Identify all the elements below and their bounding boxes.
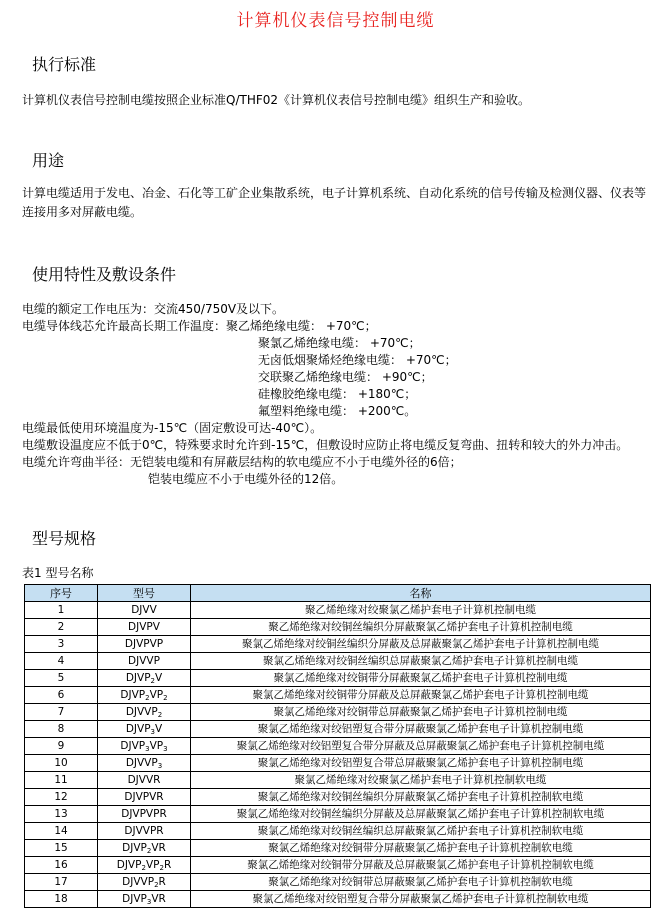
table-row [25, 670, 651, 687]
cell-model: $DJVP_2VP_2$ [98, 687, 191, 704]
cell-name: 聚氯乙烯绝缘对绞铝塑复合带总屏蔽聚氯乙烯护套电子计算机控制电缆 [191, 755, 651, 772]
table-row [25, 602, 651, 619]
cell-no: 16 [25, 857, 98, 874]
voltage-line: 电缆的额定工作电压为：交流450/750V及以下。 [22, 302, 285, 316]
cell-no: 6 [25, 687, 98, 704]
cell-name: 聚氯乙烯绝缘对绞铝塑复合带分屏蔽及总屏蔽聚氯乙烯护套电子计算机控制电缆 [191, 738, 651, 755]
temp-line-pvc: 聚氯乙烯绝缘电缆： +70℃； [258, 336, 421, 350]
bend-radius-line: 电缆允许弯曲半径：无铠装电缆和有屏蔽层结构的软电缆应不小于电缆外径的6倍； [22, 455, 462, 469]
cell-no: 9 [25, 738, 98, 755]
cell-no: 3 [25, 636, 98, 653]
page-title: 计算机仪表信号控制电缆 [236, 11, 435, 31]
cell-no: 7 [25, 704, 98, 721]
cell-model: DJVVPR [98, 823, 191, 840]
col-header-no: 序号 [25, 585, 98, 602]
section-heading-usage: 用途 [32, 151, 65, 170]
table-row [25, 721, 651, 738]
cell-name: 聚氯乙烯绝缘对绞铝塑复合带分屏蔽聚氯乙烯护套电子计算机控制软电缆 [191, 891, 651, 908]
table-row [25, 891, 651, 908]
section-heading-models: 型号规格 [32, 529, 97, 548]
cell-model: $DJVVP_2$ [98, 704, 191, 721]
table-row [25, 636, 651, 653]
model-table [24, 584, 651, 908]
table-row [25, 789, 651, 806]
table-row [25, 840, 651, 857]
table-row [25, 704, 651, 721]
cell-no: 12 [25, 789, 98, 806]
cell-name: 聚氯乙烯绝缘对绞铜带总屏蔽聚氯乙烯护套电子计算机控制软电缆 [191, 874, 651, 891]
cell-model: $DJVP_3VP_3$ [98, 738, 191, 755]
table-row [25, 806, 651, 823]
cell-no: 10 [25, 755, 98, 772]
temp-line-xlpe: 交联聚乙烯绝缘电缆： +90℃； [258, 370, 433, 384]
section-heading-conditions: 使用特性及敷设条件 [32, 265, 177, 284]
temp-line-lszh: 无卤低烟聚烯烃绝缘电缆： +70℃； [258, 353, 457, 367]
cell-model: $DJVP_2V$ [98, 670, 191, 687]
cell-model: $DJVP_3V$ [98, 721, 191, 738]
table-row [25, 687, 651, 704]
cell-no: 1 [25, 602, 98, 619]
env-temp-line: 电缆最低使用环境温度为-15℃（固定敷设可达-40℃）。 [22, 421, 323, 435]
table-row [25, 857, 651, 874]
cell-no: 18 [25, 891, 98, 908]
cell-model: $DJVP_2VP_2R$ [98, 857, 191, 874]
table-body [25, 602, 651, 908]
cell-model: DJVPV [98, 619, 191, 636]
cell-model: DJVVP [98, 653, 191, 670]
cell-name: 聚氯乙烯绝缘对绞铜丝编织分屏蔽及总屏蔽聚氯乙烯护套电子计算机控制软电缆 [191, 806, 651, 823]
max-temp-line: 电缆导体线芯允许最高长期工作温度：聚乙烯绝缘电缆： +70℃； [22, 319, 377, 333]
cell-name: 聚氯乙烯绝缘对绞铜带总屏蔽聚氯乙烯护套电子计算机控制电缆 [191, 704, 651, 721]
cell-name: 聚氯乙烯绝缘对绞铜带分屏蔽聚氯乙烯护套电子计算机控制电缆 [191, 670, 651, 687]
table-row [25, 619, 651, 636]
cell-name: 聚乙烯绝缘对绞铜丝编织分屏蔽聚氯乙烯护套电子计算机控制电缆 [191, 619, 651, 636]
cell-name: 聚乙烯绝缘对绞聚氯乙烯护套电子计算机控制电缆 [191, 602, 651, 619]
table-row [25, 823, 651, 840]
cell-no: 14 [25, 823, 98, 840]
cell-model: $DJVVP_2R$ [98, 874, 191, 891]
col-header-name: 名称 [191, 585, 651, 602]
cell-name: 聚氯乙烯绝缘对绞铜带分屏蔽及总屏蔽聚氯乙烯护套电子计算机控制软电缆 [191, 857, 651, 874]
cell-name: 聚氯乙烯绝缘对绞铜丝编织总屏蔽聚氯乙烯护套电子计算机控制软电缆 [191, 823, 651, 840]
cell-model: DJVVR [98, 772, 191, 789]
table-row [25, 772, 651, 789]
cell-no: 15 [25, 840, 98, 857]
cell-model: $DJVP_3VR$ [98, 891, 191, 908]
table-row [25, 653, 651, 670]
table-row [25, 755, 651, 772]
cell-model: DJVPVR [98, 789, 191, 806]
cell-model: DJVV [98, 602, 191, 619]
usage-text: 计算电缆适用于发电、冶金、石化等工矿企业集散系统，电子计算机系统、自动化系统的信号传输及检测仪器、仪表等连接用多对屏蔽电缆。 [22, 186, 647, 219]
cell-model: $DJVVP_3$ [98, 755, 191, 772]
table-row [25, 874, 651, 891]
table-row [25, 738, 651, 755]
cell-no: 17 [25, 874, 98, 891]
cell-name: 聚氯乙烯绝缘对绞铜丝编织总屏蔽聚氯乙烯护套电子计算机控制电缆 [191, 653, 651, 670]
cell-no: 5 [25, 670, 98, 687]
table-header-row [25, 585, 651, 602]
cell-no: 8 [25, 721, 98, 738]
conditions-block [22, 301, 652, 488]
cell-name: 聚氯乙烯绝缘对绞铜丝编织分屏蔽及总屏蔽聚氯乙烯护套电子计算机控制电缆 [191, 636, 651, 653]
cell-name: 聚氯乙烯绝缘对绞铜丝编织分屏蔽聚氯乙烯护套电子计算机控制软电缆 [191, 789, 651, 806]
col-header-model: 型号 [98, 585, 191, 602]
table-caption: 表1 型号名称 [22, 566, 94, 580]
standard-text: 计算机仪表信号控制电缆按照企业标准Q/THF02《计算机仪表信号控制电缆》组织生产和验收。 [22, 93, 531, 107]
cell-model: DJVPVP [98, 636, 191, 653]
cell-model: $DJVP_2VR$ [98, 840, 191, 857]
bend-radius-armored-line: 铠装电缆应不小于电缆外径的12倍。 [148, 472, 344, 486]
cell-model: DJVPVPR [98, 806, 191, 823]
cell-name: 聚氯乙烯绝缘对绞铝塑复合带分屏蔽聚氯乙烯护套电子计算机控制电缆 [191, 721, 651, 738]
cell-name: 聚氯乙烯绝缘对绞聚氯乙烯护套电子计算机控制软电缆 [191, 772, 651, 789]
cell-no: 11 [25, 772, 98, 789]
temp-line-silicone: 硅橡胶绝缘电缆： +180℃； [258, 387, 417, 401]
cell-no: 13 [25, 806, 98, 823]
cell-no: 2 [25, 619, 98, 636]
laying-temp-line: 电缆敷设温度应不低于0℃，特殊要求时允许到-15℃，但敷设时应防止将电缆反复弯曲、扭转和较大的外力冲击。 [22, 438, 629, 452]
cell-no: 4 [25, 653, 98, 670]
cell-name: 聚氯乙烯绝缘对绞铜带分屏蔽聚氯乙烯护套电子计算机控制软电缆 [191, 840, 651, 857]
temp-line-fluoroplastic: 氟塑料绝缘电缆： +200℃。 [258, 404, 417, 418]
section-heading-standard: 执行标准 [32, 55, 97, 74]
cell-name: 聚氯乙烯绝缘对绞铜带分屏蔽及总屏蔽聚氯乙烯护套电子计算机控制电缆 [191, 687, 651, 704]
